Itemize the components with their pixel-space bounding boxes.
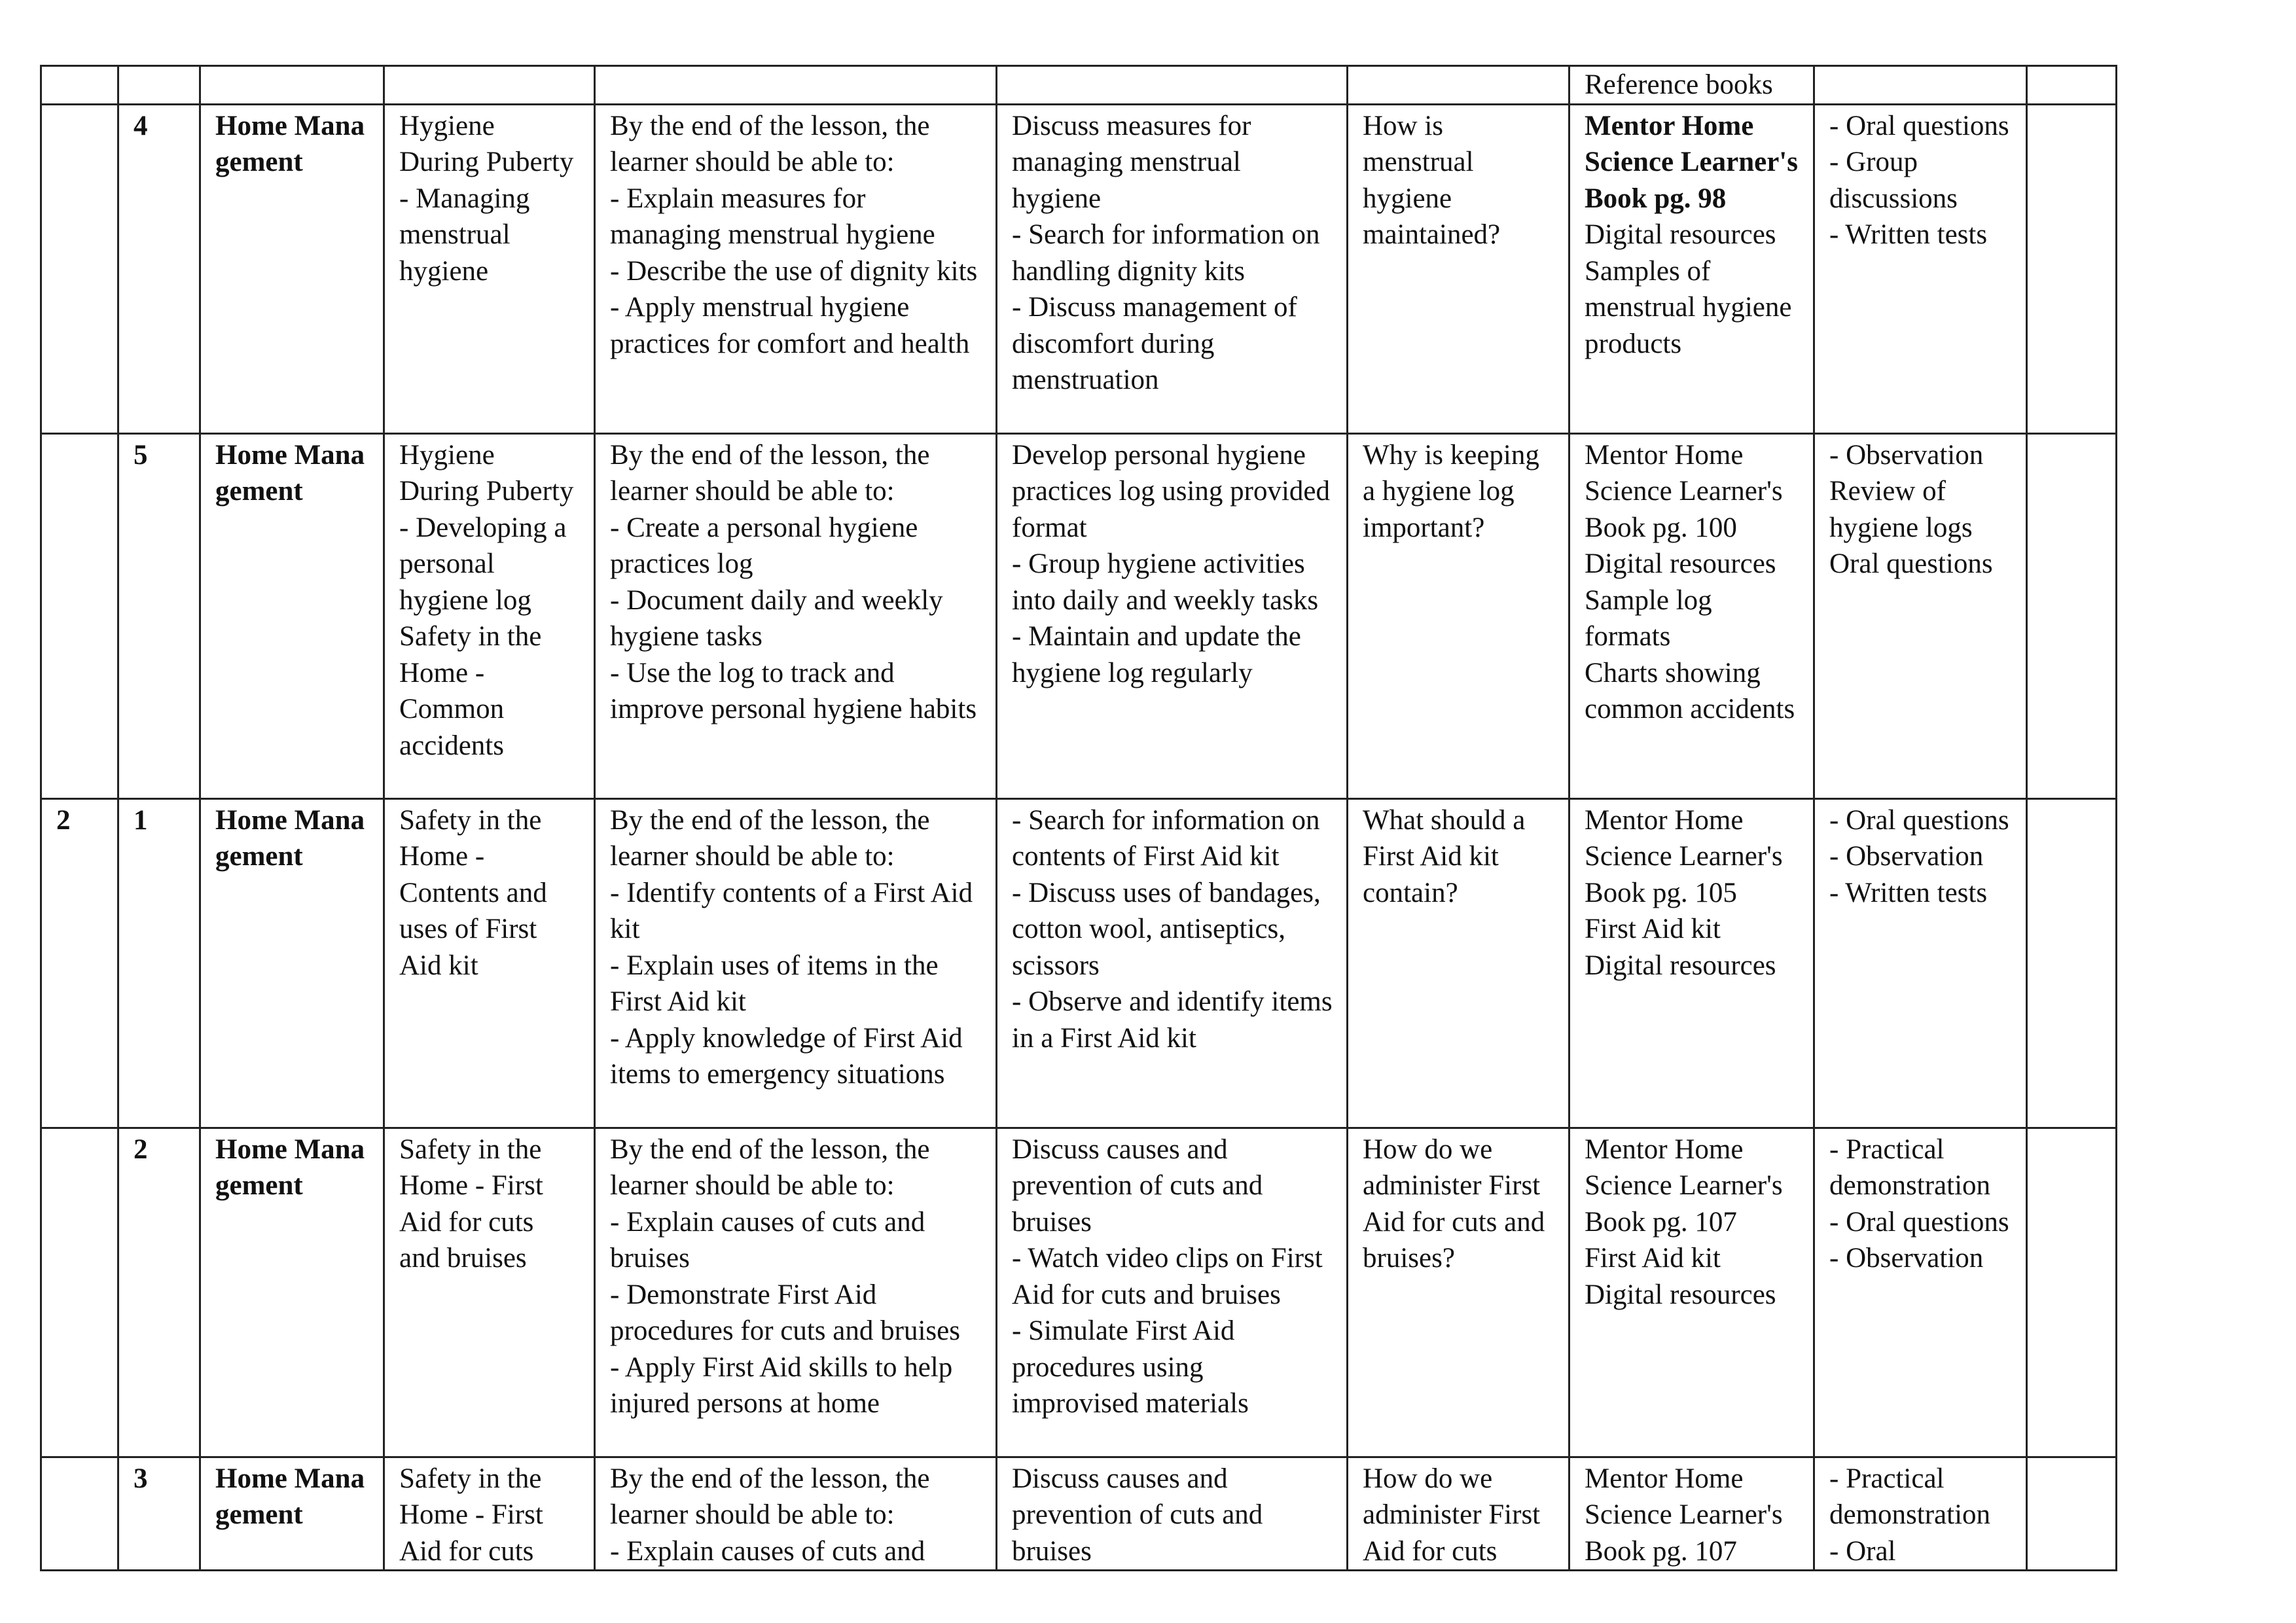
header-resources: Reference books <box>1570 66 1814 105</box>
experiences-cell <box>997 433 1348 798</box>
experiences-text: Discuss causes and prevention of cuts and bruises - Watch video clips on First Aid for cuts and bruises - Simulate First Aid procedures using improvised materials <box>1012 1133 1323 1419</box>
assessment-cell <box>1814 104 2027 433</box>
week-cell <box>41 433 118 798</box>
inquiry-text: Why is keeping a hygiene log important? <box>1363 439 1539 543</box>
resources-text: Mentor Home Science Learner's Book pg. 107 <box>1585 1463 1783 1567</box>
strand-cell: Home Management <box>200 1128 384 1457</box>
remarks-cell <box>2027 1128 2117 1457</box>
header-sub-strand <box>384 66 595 105</box>
sub-strand-text: Hygiene During Puberty - Developing a personal hygiene log Safety in the Home - Common accidents <box>399 439 574 761</box>
resources-text: Mentor Home Science Learner's Book pg. 107 First Aid kit Digital resources <box>1585 1133 1783 1310</box>
experiences-cell <box>997 798 1348 1128</box>
header-inquiry <box>1348 66 1570 105</box>
header-row <box>41 66 2117 105</box>
table-row <box>41 1457 2117 1571</box>
resources-cell <box>1570 798 1814 1128</box>
outcomes-cell <box>595 1457 997 1571</box>
inquiry-cell <box>1348 1457 1570 1571</box>
assessment-text: - Observation Review of hygiene logs Oral questions <box>1829 439 1993 579</box>
outcomes-cell <box>595 104 997 433</box>
sub-strand-cell <box>384 104 595 433</box>
sub-strand-cell <box>384 433 595 798</box>
remarks-cell <box>2027 104 2117 433</box>
strand-cell: Home Management <box>200 433 384 798</box>
header-outcomes <box>595 66 997 105</box>
assessment-text: - Oral questions - Observation - Written tests <box>1829 804 2009 908</box>
sub-strand-text: Safety in the Home - Contents and uses of First Aid kit <box>399 804 547 981</box>
experiences-cell <box>997 104 1348 433</box>
lesson-cell: 3 <box>118 1457 200 1571</box>
outcomes-cell <box>595 433 997 798</box>
outcomes-text: By the end of the lesson, the learner should be able to: - Explain measures for managing menstrual hygiene - Describe the use of dignity kits - Apply menstrual hygiene practices for comfort and health <box>610 110 978 359</box>
resources-cell <box>1570 433 1814 798</box>
table-row <box>41 104 2117 433</box>
inquiry-cell <box>1348 104 1570 433</box>
inquiry-text: What should a First Aid kit contain? <box>1363 804 1526 908</box>
experiences-cell <box>997 1457 1348 1571</box>
outcomes-cell <box>595 1128 997 1457</box>
outcomes-text: By the end of the lesson, the learner should be able to: - Create a personal hygiene practices log - Document daily and weekly hygiene tasks - Use the log to track and improve personal hygiene habits <box>610 439 977 724</box>
week-cell <box>41 1457 118 1571</box>
outcomes-text: By the end of the lesson, the learner should be able to: - Explain causes of cuts and bruises - Demonstrate First Aid procedures for cuts and bruises - Apply First Aid skills to help injured persons at home <box>610 1133 960 1419</box>
sub-strand-text: Safety in the Home - First Aid for cuts <box>399 1463 543 1567</box>
experiences-text: Discuss causes and prevention of cuts and bruises <box>1012 1463 1263 1567</box>
inquiry-text: How is menstrual hygiene maintained? <box>1363 110 1501 250</box>
outcomes-text: By the end of the lesson, the learner should be able to: - Explain causes of cuts and <box>610 1463 930 1567</box>
week-cell <box>41 104 118 433</box>
sub-strand-cell <box>384 1128 595 1457</box>
resources-text: Digital resources Samples of menstrual hygiene products <box>1585 219 1792 359</box>
resources-cell <box>1570 1457 1814 1571</box>
table-row <box>41 1128 2117 1457</box>
sub-strand-cell <box>384 798 595 1128</box>
remarks-cell <box>2027 433 2117 798</box>
inquiry-text: How do we administer First Aid for cuts <box>1363 1463 1541 1567</box>
resources-cell <box>1570 1128 1814 1457</box>
week-cell: 2 <box>41 798 118 1128</box>
assessment-cell <box>1814 1128 2027 1457</box>
assessment-text: - Practical demonstration - Oral <box>1829 1463 1991 1567</box>
remarks-cell <box>2027 798 2117 1128</box>
assessment-cell <box>1814 798 2027 1128</box>
assessment-text: - Practical demonstration - Oral questions - Observation <box>1829 1133 2009 1274</box>
table-row <box>41 433 2117 798</box>
inquiry-cell <box>1348 1128 1570 1457</box>
outcomes-text: By the end of the lesson, the learner should be able to: - Identify contents of a First Aid kit - Explain uses of items in the First Aid kit - Apply knowledge of First Aid items to emergency situations <box>610 804 973 1090</box>
strand-cell: Home Management <box>200 1457 384 1571</box>
scheme-of-work-table <box>40 65 2117 1571</box>
lesson-cell: 2 <box>118 1128 200 1457</box>
header-remarks <box>2027 66 2117 105</box>
inquiry-cell <box>1348 798 1570 1128</box>
week-cell <box>41 1128 118 1457</box>
strand-cell: Home Management <box>200 798 384 1128</box>
experiences-text: Develop personal hygiene practices log using provided format - Group hygiene activities into daily and weekly tasks - Maintain and update the hygiene log regularly <box>1012 439 1331 688</box>
inquiry-cell <box>1348 433 1570 798</box>
table-row <box>41 798 2117 1128</box>
resources-bold-text: Mentor Home Science Learner's Book pg. 98 <box>1585 110 1798 214</box>
experiences-text: - Search for information on contents of First Aid kit - Discuss uses of bandages, cotton wool, antiseptics, scissors - Observe and identify items in a First Aid kit <box>1012 804 1333 1054</box>
experiences-cell <box>997 1128 1348 1457</box>
lesson-cell: 5 <box>118 433 200 798</box>
sub-strand-cell <box>384 1457 595 1571</box>
sub-strand-text: Safety in the Home - First Aid for cuts and bruises <box>399 1133 543 1274</box>
resources-cell <box>1570 104 1814 433</box>
lesson-cell: 1 <box>118 798 200 1128</box>
header-strand <box>200 66 384 105</box>
header-week <box>41 66 118 105</box>
strand-cell: Home Management <box>200 104 384 433</box>
outcomes-cell <box>595 798 997 1128</box>
assessment-text: - Oral questions - Group discussions - Written tests <box>1829 110 2009 250</box>
header-assessment <box>1814 66 2027 105</box>
lesson-cell: 4 <box>118 104 200 433</box>
sub-strand-text: Hygiene During Puberty - Managing menstrual hygiene <box>399 110 574 287</box>
assessment-cell <box>1814 433 2027 798</box>
resources-text: Mentor Home Science Learner's Book pg. 105 First Aid kit Digital resources <box>1585 804 1783 981</box>
header-experiences <box>997 66 1348 105</box>
inquiry-text: How do we administer First Aid for cuts and bruises? <box>1363 1133 1545 1274</box>
remarks-cell <box>2027 1457 2117 1571</box>
assessment-cell <box>1814 1457 2027 1571</box>
resources-text: Mentor Home Science Learner's Book pg. 100 Digital resources Sample log formats Charts showing common accidents <box>1585 439 1795 724</box>
experiences-text: Discuss measures for managing menstrual hygiene - Search for information on handling dignity kits - Discuss management of discomfort during menstruation <box>1012 110 1320 395</box>
header-lesson <box>118 66 200 105</box>
